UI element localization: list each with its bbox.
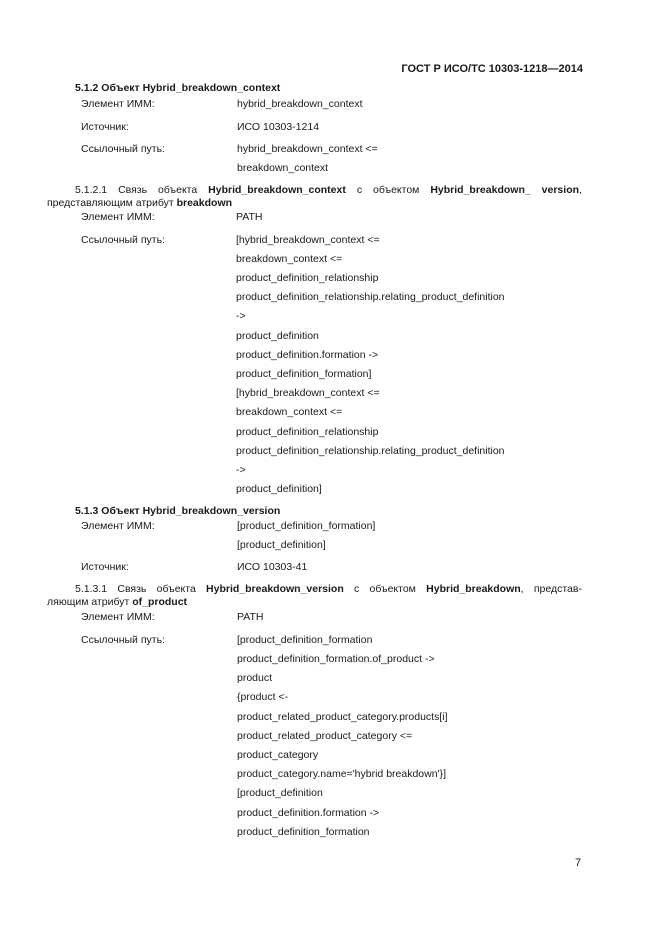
para-word-bold: Hybrid_breakdown_ — [430, 184, 531, 196]
value-element: [product_definition] — [237, 539, 326, 551]
para-word: объектом — [369, 583, 416, 595]
paragraph-5-1-2-1 — [47, 184, 582, 210]
ref-line: product_definition.formation -> — [236, 349, 379, 361]
para-word: Связь — [118, 184, 148, 196]
ref-line: product_category — [237, 749, 319, 761]
para-word: объекта — [158, 184, 198, 196]
page-header: ГОСТ Р ИСО/ТС 10303-1218—2014 — [401, 63, 583, 75]
paragraph-line-1 — [47, 583, 582, 596]
ref-line: -> — [236, 464, 246, 476]
para-word-bold: Hybrid_breakdown_version — [206, 583, 344, 595]
label-ref-path: Ссылочный путь: — [81, 143, 165, 155]
para-word-bold: Hybrid_breakdown — [426, 583, 521, 595]
ref-line: product_definition] — [236, 483, 322, 495]
ref-line: product_definition_relationship — [236, 272, 379, 284]
ref-line: product_related_product_category.products[i] — [237, 711, 448, 723]
ref-line: product_category.name='hybrid breakdown'}] — [237, 768, 446, 780]
section-title-5-1-3: 5.1.3 Объект Hybrid_breakdown_version — [75, 505, 281, 517]
ref-line: hybrid_breakdown_context <= — [237, 143, 378, 155]
label-element: Элемент ИММ: — [81, 611, 155, 623]
para-word: с — [356, 184, 363, 196]
value-element: hybrid_breakdown_context — [237, 98, 363, 110]
ref-line: breakdown_context <= — [236, 406, 343, 418]
paragraph-line-1 — [47, 184, 582, 197]
ref-line: product_definition_formation] — [236, 368, 372, 380]
para-word-bold: Hybrid_breakdown_context — [208, 184, 346, 196]
ref-line: breakdown_context <= — [236, 253, 343, 265]
section-title-5-1-2: 5.1.2 Объект Hybrid_breakdown_context — [75, 82, 281, 94]
ref-line: product_definition_relationship.relating_product_definition — [236, 445, 505, 457]
para-word-bold-tail: version — [541, 184, 580, 196]
value-source: ИСО 10303-1214 — [237, 121, 320, 133]
label-ref-path: Ссылочный путь: — [81, 234, 165, 246]
label-element: Элемент ИММ: — [81, 211, 155, 223]
value-element: PATH — [236, 211, 263, 223]
ref-line: -> — [236, 310, 246, 322]
ref-line: product_definition_relationship.relating_product_definition — [236, 291, 505, 303]
ref-line: [hybrid_breakdown_context <= — [236, 387, 380, 399]
ref-line: product_definition.formation -> — [237, 807, 380, 819]
value-source: ИСО 10303-41 — [237, 561, 308, 573]
label-source: Источник: — [81, 561, 129, 573]
label-ref-path: Ссылочный путь: — [81, 634, 165, 646]
para-word: 5.1.2.1 — [75, 184, 108, 196]
para-text: представляющим атрибут — [47, 197, 177, 209]
para-text-bold: breakdown — [176, 197, 233, 209]
ref-line: product_definition_relationship — [236, 426, 379, 438]
page-number: 7 — [575, 857, 582, 869]
label-element: Элемент ИММ: — [81, 98, 155, 110]
ref-line: product — [237, 672, 273, 684]
para-word: Hybrid_breakdown, — [426, 583, 524, 595]
paragraph-5-1-3-1 — [47, 583, 582, 609]
ref-line: [hybrid_breakdown_context <= — [236, 234, 380, 246]
paragraph-line-2 — [47, 197, 582, 210]
ref-line: [product_definition — [237, 787, 323, 799]
ref-line: [product_definition_formation — [237, 634, 373, 646]
label-source: Источник: — [81, 121, 129, 133]
para-word: объекта — [156, 583, 196, 595]
value-element: [product_definition_formation] — [237, 520, 376, 532]
value-element: PATH — [237, 611, 264, 623]
para-word: Связь — [117, 583, 147, 595]
ref-line: product_definition — [236, 330, 319, 342]
para-word: 5.1.3.1 — [75, 583, 108, 595]
ref-line: product_related_product_category <= — [237, 730, 413, 742]
ref-line: {product <- — [237, 691, 289, 703]
ref-line: breakdown_context — [237, 162, 329, 174]
ref-line: product_definition_formation.of_product -> — [237, 653, 435, 665]
ref-line: product_definition_formation — [237, 826, 370, 838]
para-word: с — [354, 583, 360, 595]
para-word: version, — [541, 184, 582, 196]
label-element: Элемент ИММ: — [81, 520, 155, 532]
para-text: ляющим атрибут — [47, 596, 133, 608]
paragraph-line-2 — [47, 596, 582, 609]
para-word: представ- — [533, 583, 582, 595]
para-text-bold: of_product — [132, 596, 188, 608]
para-word: объектом — [373, 184, 420, 196]
